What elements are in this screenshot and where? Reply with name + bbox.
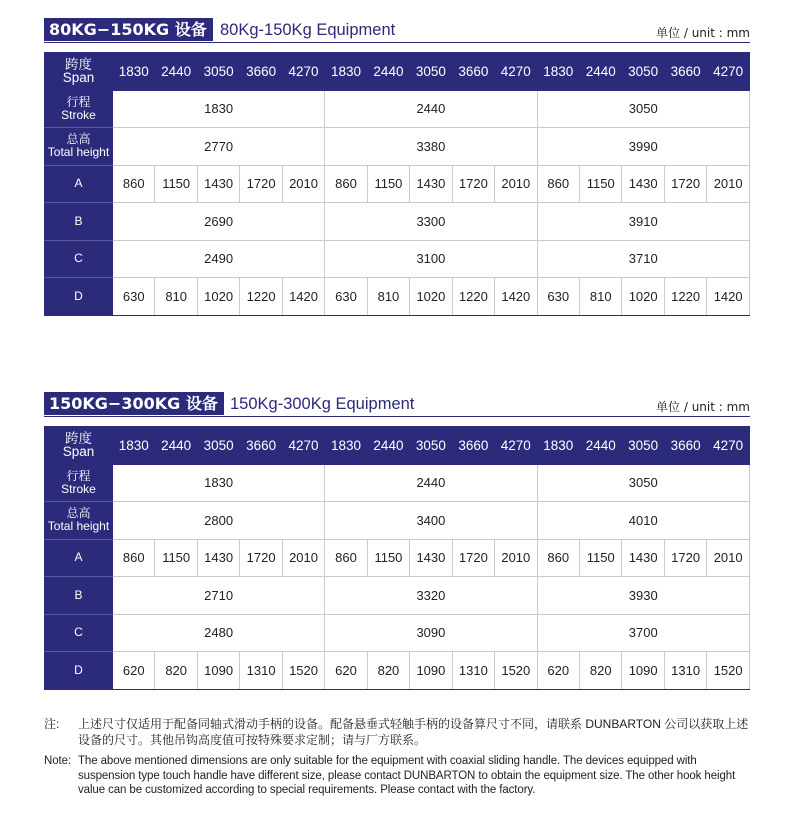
row-header-a-label: A [74,550,83,565]
row-header-d [45,278,113,316]
dim-c-cell: 3100 [325,240,537,278]
table-row [45,53,750,91]
row-header-a [45,165,113,203]
row-header-a-label: A [74,176,83,191]
dim-a-cell: 2010 [282,539,324,577]
dim-d-cell: 1310 [452,652,494,690]
dim-b-cell: 2710 [113,577,325,615]
section-title-bar [44,392,750,417]
dim-d-cell: 820 [155,652,197,690]
dim-a-cell: 1150 [155,539,197,577]
dim-a-cell: 2010 [707,539,750,577]
table-row [45,464,750,502]
dim-d-cell: 1520 [707,652,750,690]
dim-d-cell: 1520 [282,652,324,690]
span-cell: 3660 [664,53,706,91]
dim-d-cell: 1220 [452,278,494,316]
stroke-cell: 2440 [325,464,537,502]
dim-b-cell: 3320 [325,577,537,615]
total-height-cell: 2770 [113,128,325,166]
row-header-stroke-label: Stroke [61,107,96,122]
table-row [45,502,750,540]
row-header-total-height-label: Total height [47,519,110,534]
span-cell: 4270 [495,53,537,91]
span-cell: 1830 [537,427,579,465]
dim-b-cell: 3930 [537,577,749,615]
span-cell: 1830 [113,427,155,465]
row-header-stroke-label: 行程 [66,94,91,109]
row-header-b [45,577,113,615]
dim-d-cell: 1020 [410,278,452,316]
dim-c-cell: 3700 [537,614,749,652]
spec-table [44,52,750,316]
span-cell: 1830 [537,53,579,91]
row-header-stroke-label: Stroke [61,481,96,496]
dim-a-cell: 1720 [664,539,706,577]
row-header-total-height-label: 总高 [66,506,91,521]
dim-d-cell: 1020 [197,278,239,316]
table-row [45,539,750,577]
dim-a-cell: 1720 [452,539,494,577]
dim-d-cell: 810 [367,278,409,316]
row-header-b-label: B [74,587,83,602]
table-row [45,614,750,652]
dim-c-cell: 2480 [113,614,325,652]
dim-a-cell: 1720 [240,165,282,203]
section-title-en: 80Kg-150Kg Equipment [220,21,396,39]
dim-d-cell: 1310 [664,652,706,690]
row-header-c-label: C [74,251,83,266]
span-cell: 3050 [197,53,239,91]
dim-a-cell: 1430 [622,539,664,577]
row-header-d [45,652,113,690]
spec-section-150-300 [44,392,750,678]
dim-a-cell: 860 [113,539,155,577]
dim-d-cell: 1310 [240,652,282,690]
stroke-cell: 3050 [537,90,749,128]
dim-a-cell: 1720 [664,165,706,203]
row-header-b [45,203,113,241]
span-cell: 3050 [622,427,664,465]
row-header-span-label: 跨度 [65,431,92,447]
row-header-stroke-label: 行程 [66,468,91,483]
total-height-cell: 3400 [325,502,537,540]
note-en [44,754,754,798]
table-row [45,577,750,615]
dim-a-cell: 1430 [410,539,452,577]
total-height-cell: 2800 [113,502,325,540]
row-header-d-label: D [74,288,83,303]
span-cell: 4270 [495,427,537,465]
total-height-cell: 3990 [537,128,749,166]
row-header-b-label: B [74,213,83,228]
dim-d-cell: 630 [113,278,155,316]
span-cell: 3050 [410,427,452,465]
span-cell: 1830 [325,53,367,91]
span-cell: 2440 [367,427,409,465]
dim-a-cell: 2010 [707,165,750,203]
span-cell: 3660 [664,427,706,465]
unit-label: 单位 / unit : mm [656,26,750,40]
dim-a-cell: 2010 [495,539,537,577]
note-en-label: Note: [44,755,71,767]
dim-d-cell: 1090 [622,652,664,690]
span-cell: 3050 [410,53,452,91]
span-cell: 2440 [155,53,197,91]
dim-d-cell: 620 [113,652,155,690]
row-header-c [45,614,113,652]
dim-d-cell: 810 [579,278,621,316]
dim-d-cell: 1420 [282,278,324,316]
unit-label: 单位 / unit : mm [656,400,750,414]
section-title-bar [44,18,750,43]
table-row [45,203,750,241]
dim-a-cell: 860 [537,539,579,577]
dim-a-cell: 1150 [579,165,621,203]
spec-section-80-150 [44,18,750,304]
row-header-span [45,53,113,91]
row-header-span-label: Span [62,70,95,86]
section-title-en: 150Kg-300Kg Equipment [230,395,415,413]
span-cell: 3050 [622,53,664,91]
span-cell: 3660 [452,427,494,465]
span-cell: 2440 [367,53,409,91]
span-cell: 2440 [155,427,197,465]
note-cn [44,716,754,748]
row-header-span-label: 跨度 [65,57,92,73]
dim-d-cell: 1420 [707,278,750,316]
row-header-total-height-label: Total height [47,145,110,160]
dim-d-cell: 630 [537,278,579,316]
stroke-cell: 1830 [113,90,325,128]
table-row [45,652,750,690]
notes-block [44,716,754,798]
dim-a-cell: 1150 [367,539,409,577]
dim-a-cell: 1150 [367,165,409,203]
dim-d-cell: 810 [155,278,197,316]
stroke-cell: 1830 [113,464,325,502]
dim-b-cell: 3910 [537,203,749,241]
spec-table [44,426,750,690]
dim-a-cell: 860 [325,539,367,577]
dim-a-cell: 1150 [155,165,197,203]
dim-d-cell: 820 [579,652,621,690]
stroke-cell: 2440 [325,90,537,128]
dim-a-cell: 860 [325,165,367,203]
dim-d-cell: 1090 [197,652,239,690]
dim-a-cell: 1430 [622,165,664,203]
row-header-c [45,240,113,278]
note-cn-text: 上述尺寸仅适用于配备同轴式滑动手柄的设备。配备悬垂式轻触手柄的设备算尺寸不同，请联系 DUNBARTON 公司以获取上述设备的尺寸。其他吊钩高度值可按特殊要求定制；请与厂方联系。 [78,717,749,747]
dim-d-cell: 630 [325,278,367,316]
dim-d-cell: 620 [325,652,367,690]
dim-a-cell: 1430 [197,165,239,203]
span-cell: 3050 [197,427,239,465]
dim-d-cell: 620 [537,652,579,690]
dim-a-cell: 1720 [452,165,494,203]
dim-a-cell: 860 [537,165,579,203]
dim-a-cell: 1720 [240,539,282,577]
span-cell: 1830 [325,427,367,465]
dim-d-cell: 1520 [495,652,537,690]
note-cn-label: 注: [44,717,60,731]
dim-a-cell: 2010 [282,165,324,203]
row-header-stroke [45,90,113,128]
dim-d-cell: 820 [367,652,409,690]
dim-b-cell: 3300 [325,203,537,241]
dim-d-cell: 1220 [664,278,706,316]
total-height-cell: 3380 [325,128,537,166]
dim-a-cell: 860 [113,165,155,203]
span-cell: 2440 [579,427,621,465]
row-header-total-height-label: 总高 [66,132,91,147]
dim-a-cell: 1430 [197,539,239,577]
row-header-d-label: D [74,662,83,677]
span-cell: 4270 [282,53,324,91]
table-row [45,165,750,203]
span-cell: 3660 [452,53,494,91]
stroke-cell: 3050 [537,464,749,502]
dim-d-cell: 1220 [240,278,282,316]
dim-d-cell: 1090 [410,652,452,690]
dim-a-cell: 2010 [495,165,537,203]
dim-a-cell: 1150 [579,539,621,577]
span-cell: 1830 [113,53,155,91]
dim-b-cell: 2690 [113,203,325,241]
table-row [45,128,750,166]
span-cell: 4270 [707,427,750,465]
row-header-a [45,539,113,577]
note-en-text: The above mentioned dimensions are only suitable for the equipment with coaxial sliding handle. The devices equipped with suspension type touch handle have different size, please contact DUNBARTON to obtain the equipment size. The other hook height value can be customized according to special requirements. Please contact with the factory. [78,755,736,796]
table-row [45,240,750,278]
table-row [45,90,750,128]
dim-c-cell: 3710 [537,240,749,278]
section-badge: 80KG−150KG 设备 [44,18,213,41]
span-cell: 4270 [707,53,750,91]
row-header-total-height [45,502,113,540]
span-cell: 3660 [240,53,282,91]
dim-c-cell: 3090 [325,614,537,652]
table-row [45,278,750,316]
row-header-stroke [45,464,113,502]
section-badge: 150KG−300KG 设备 [44,392,224,415]
span-cell: 2440 [579,53,621,91]
span-cell: 3660 [240,427,282,465]
row-header-total-height [45,128,113,166]
dim-a-cell: 1430 [410,165,452,203]
total-height-cell: 4010 [537,502,749,540]
dim-c-cell: 2490 [113,240,325,278]
table-row [45,427,750,465]
row-header-c-label: C [74,625,83,640]
row-header-span-label: Span [62,444,95,460]
dim-d-cell: 1420 [495,278,537,316]
dim-d-cell: 1020 [622,278,664,316]
span-cell: 4270 [282,427,324,465]
row-header-span [45,427,113,465]
